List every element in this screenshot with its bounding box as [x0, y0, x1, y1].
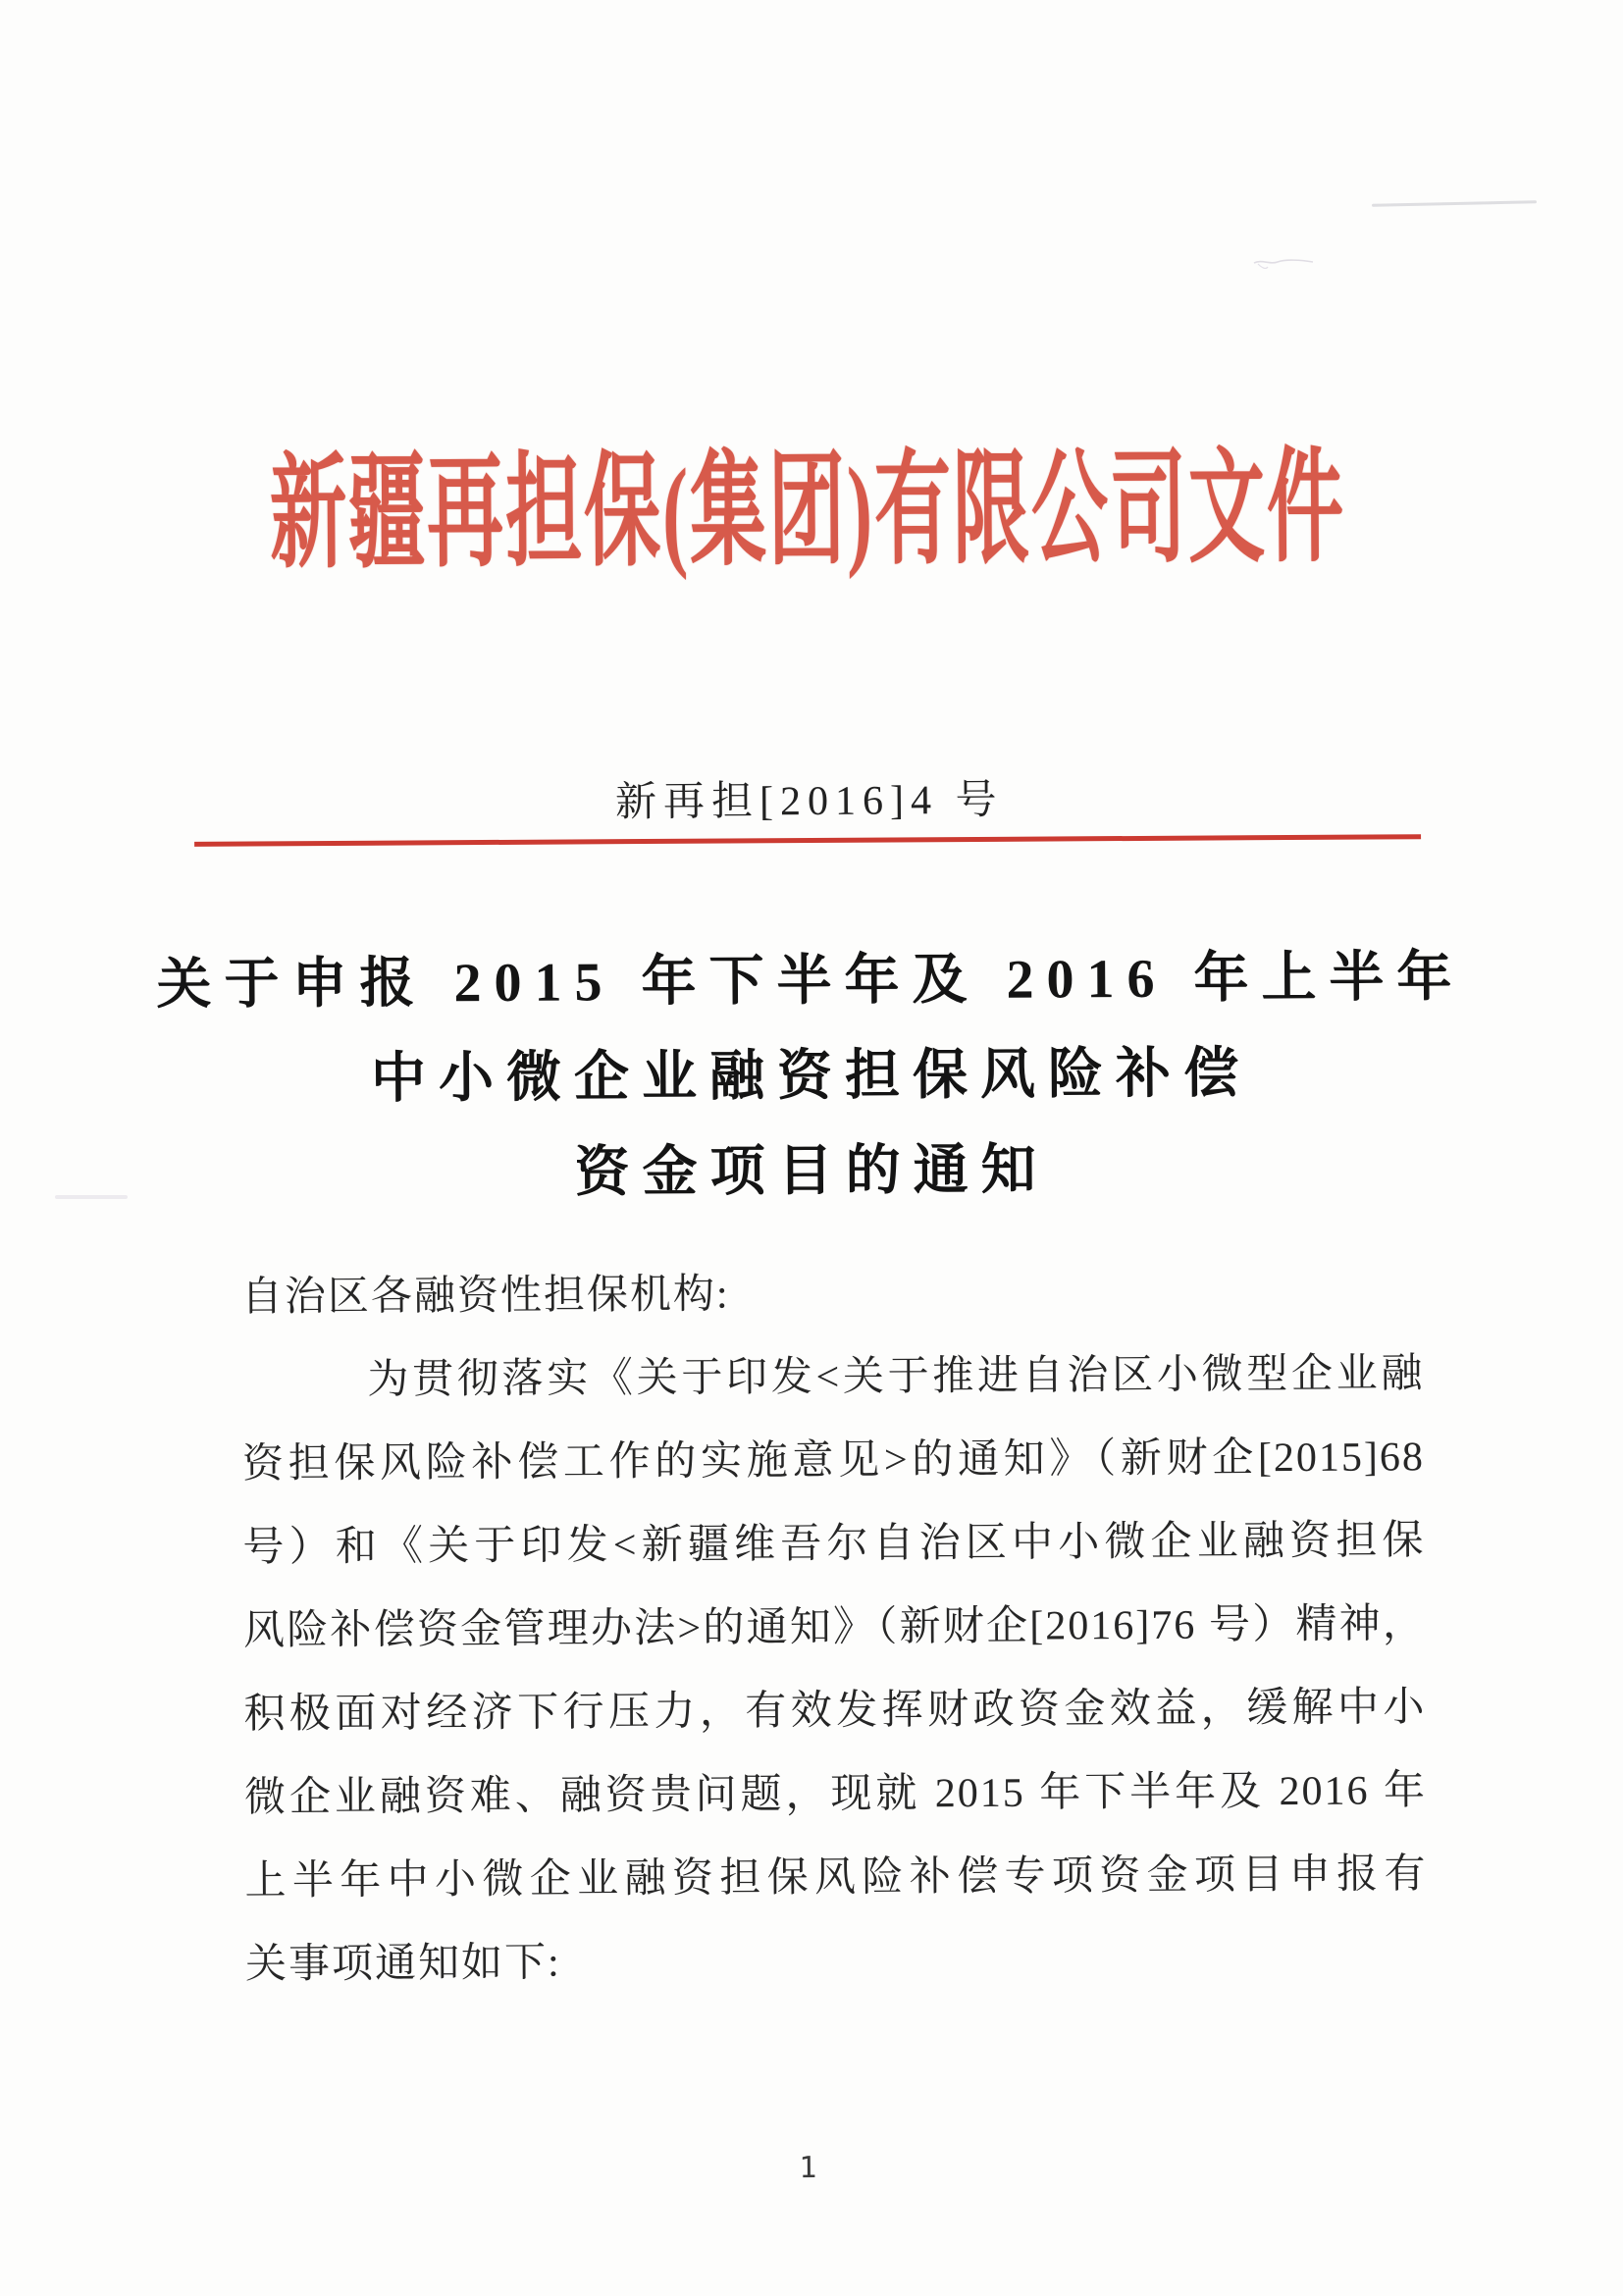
document-title-line-2: 中小微企业融资担保风险补偿 [370, 1043, 1252, 1110]
document-title [0, 929, 1623, 1225]
org-letterhead-title: 新疆再担保(集团)有限公司文件 [269, 438, 1346, 584]
body-text-line: 积极面对经济下行压力，有效发挥财政资金效益，缓解中小 [243, 1685, 1427, 1738]
red-divider-rule [194, 834, 1421, 847]
body-text-line: 关事项通知如下: [244, 1940, 561, 1988]
document-title-line-3: 资金项目的通知 [574, 1139, 1049, 1204]
document-title-line-1: 关于申报 2015 年下半年及 2016 年上半年 [156, 946, 1465, 1017]
document-body [241, 1249, 1429, 2007]
document-reference-number: 新再担[2016]4 号 [614, 777, 1004, 826]
body-text-line: 号）和《关于印发<新疆维吾尔自治区中小微企业融资担保 [242, 1518, 1426, 1571]
body-text-line: 上半年中小微企业融资担保风险补偿专项资金项目申报有 [244, 1852, 1428, 1905]
body-text-line: 资担保风险补偿工作的实施意见>的通知》（新财企[2015]68 [241, 1435, 1426, 1487]
page-number: 1 [799, 2150, 817, 2186]
body-text-line: 微企业融资难、融资贵问题，现就 2015 年下半年及 2016 年 [243, 1768, 1428, 1821]
salutation-line: 自治区各融资性担保机构: [240, 1272, 730, 1321]
body-text-line: 风险补偿资金管理办法>的通知》（新财企[2016]76 号）精神， [242, 1601, 1427, 1654]
body-text-line: 为贯彻落实《关于印发<关于推进自治区小微型企业融 [367, 1351, 1425, 1403]
